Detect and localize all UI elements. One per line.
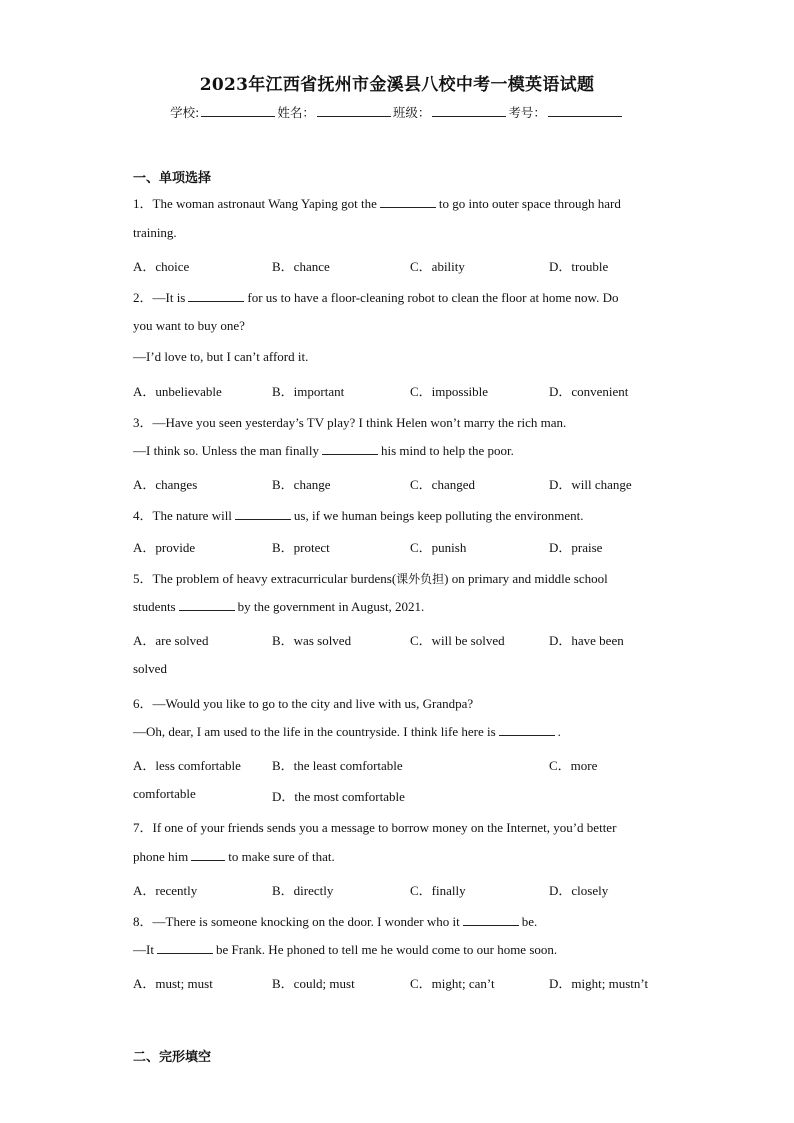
question-6-line-1: 6．—Would you like to go to the city and live with us, Grandpa? bbox=[133, 696, 474, 711]
question-text: by the government in August, 2021. bbox=[237, 599, 425, 614]
question-text: students bbox=[133, 599, 176, 614]
question-text: 2．—It is bbox=[133, 290, 186, 305]
q2-option-d: D．convenient bbox=[549, 384, 629, 399]
q5-option-b: B．was solved bbox=[272, 633, 352, 648]
question-text: phone him bbox=[133, 849, 189, 864]
answer-blank bbox=[463, 914, 519, 926]
question-text: us, if we human beings keep polluting the environment. bbox=[293, 508, 584, 523]
question-text: be Frank. He phoned to tell me he would come to our home soon. bbox=[215, 942, 558, 957]
question-text: ) on primary and middle school bbox=[444, 571, 608, 586]
section-heading-single-choice: 一、单项选择 bbox=[133, 171, 212, 186]
question-7-line-2 bbox=[133, 849, 673, 865]
school-blank bbox=[201, 103, 275, 117]
q4-option-b: B．protect bbox=[272, 540, 330, 555]
number-label: 考号： bbox=[508, 105, 546, 120]
question-text: to go into outer space through hard bbox=[438, 196, 621, 211]
answer-blank bbox=[380, 196, 436, 208]
name-blank bbox=[317, 103, 391, 117]
class-blank bbox=[432, 103, 506, 117]
question-text: —Oh, dear, I am used to the life in the countryside. I think life here is bbox=[133, 724, 496, 739]
answer-blank bbox=[157, 942, 213, 954]
q3-option-c: C．changed bbox=[410, 477, 475, 492]
section-heading-cloze: 二、完形填空 bbox=[133, 1050, 212, 1065]
q6-option-b: B．the least comfortable bbox=[272, 758, 403, 773]
q3-option-d: D．will change bbox=[549, 477, 632, 492]
q6-option-d: D．the most comfortable bbox=[272, 789, 405, 804]
question-text: 5．The problem of heavy extracurricular burdens( bbox=[133, 571, 397, 586]
chinese-gloss: 课外负担 bbox=[396, 572, 445, 586]
q8-option-a: A．must; must bbox=[133, 976, 213, 991]
question-text: for us to have a floor-cleaning robot to clean the floor at home now. Do bbox=[247, 290, 619, 305]
answer-blank bbox=[322, 443, 378, 455]
answer-blank bbox=[235, 508, 291, 520]
question-text: his mind to help the poor. bbox=[380, 443, 514, 458]
question-6-line-2 bbox=[133, 724, 673, 740]
q1-option-a: A．choice bbox=[133, 259, 190, 274]
question-1-line-2: training. bbox=[133, 225, 177, 240]
question-text: 1．The woman astronaut Wang Yaping got the bbox=[133, 196, 377, 211]
q8-option-b: B．could; must bbox=[272, 976, 355, 991]
question-text: be. bbox=[521, 914, 538, 929]
q7-option-b: B．directly bbox=[272, 883, 334, 898]
number-blank bbox=[548, 103, 622, 117]
question-8-line-2 bbox=[133, 942, 673, 958]
question-5-line-2 bbox=[133, 599, 673, 615]
answer-blank bbox=[179, 599, 235, 611]
q4-option-a: A．provide bbox=[133, 540, 196, 555]
q1-option-b: B．chance bbox=[272, 259, 330, 274]
exam-title: 2023年江西省抚州市金溪县八校中考一模英语试题 bbox=[199, 75, 595, 95]
question-3-line-1: 3．—Have you seen yesterday’s TV play? I think Helen won’t marry the rich man. bbox=[133, 415, 567, 430]
q6-option-c-wrap: comfortable bbox=[133, 786, 196, 801]
q5-option-d: D．have been bbox=[549, 633, 624, 648]
question-1-line-1 bbox=[133, 193, 673, 212]
q4-option-c: C．punish bbox=[410, 540, 467, 555]
q6-option-a: A．less comfortable bbox=[133, 758, 241, 773]
question-7-line-1: 7．If one of your friends sends you a message to borrow money on the Internet, you’d better bbox=[133, 820, 617, 835]
q2-option-c: C．impossible bbox=[410, 384, 489, 399]
name-label: 姓名： bbox=[277, 105, 315, 120]
q1-option-c: C．ability bbox=[410, 259, 465, 274]
answer-blank bbox=[191, 849, 225, 861]
question-text: 4．The nature will bbox=[133, 508, 232, 523]
q8-option-d: D．might; mustn’t bbox=[549, 976, 649, 991]
q1-option-d: D．trouble bbox=[549, 259, 609, 274]
question-text: to make sure of that. bbox=[228, 849, 335, 864]
question-2-line-1 bbox=[133, 287, 673, 306]
answer-blank bbox=[188, 290, 244, 302]
q6-option-c: C．more bbox=[549, 758, 598, 773]
q7-option-d: D．closely bbox=[549, 883, 609, 898]
question-5-line-1 bbox=[133, 568, 673, 587]
q3-option-b: B．change bbox=[272, 477, 331, 492]
question-3-line-2 bbox=[133, 443, 673, 459]
q7-option-c: C．finally bbox=[410, 883, 466, 898]
q2-option-b: B．important bbox=[272, 384, 345, 399]
q5-option-d-wrap: solved bbox=[133, 661, 167, 676]
question-text: . bbox=[557, 724, 561, 739]
question-text: —It bbox=[133, 942, 154, 957]
question-text: —I think so. Unless the man finally bbox=[133, 443, 319, 458]
student-info-line bbox=[0, 103, 794, 121]
answer-blank bbox=[499, 724, 555, 736]
question-2-line-2: you want to buy one? bbox=[133, 318, 245, 333]
question-2-line-3: —I’d love to, but I can’t afford it. bbox=[133, 349, 309, 364]
q3-option-a: A．changes bbox=[133, 477, 198, 492]
q4-option-d: D．praise bbox=[549, 540, 603, 555]
school-label: 学校: bbox=[170, 105, 200, 120]
question-4-line-1 bbox=[133, 505, 673, 524]
question-text: 8．—There is someone knocking on the door. I wonder who it bbox=[133, 914, 460, 929]
q5-option-a: A．are solved bbox=[133, 633, 209, 648]
q7-option-a: A．recently bbox=[133, 883, 198, 898]
q8-option-c: C．might; can’t bbox=[410, 976, 495, 991]
q5-option-c: C．will be solved bbox=[410, 633, 505, 648]
class-label: 班级： bbox=[392, 105, 431, 120]
question-8-line-1 bbox=[133, 911, 673, 930]
q2-option-a: A．unbelievable bbox=[133, 384, 222, 399]
